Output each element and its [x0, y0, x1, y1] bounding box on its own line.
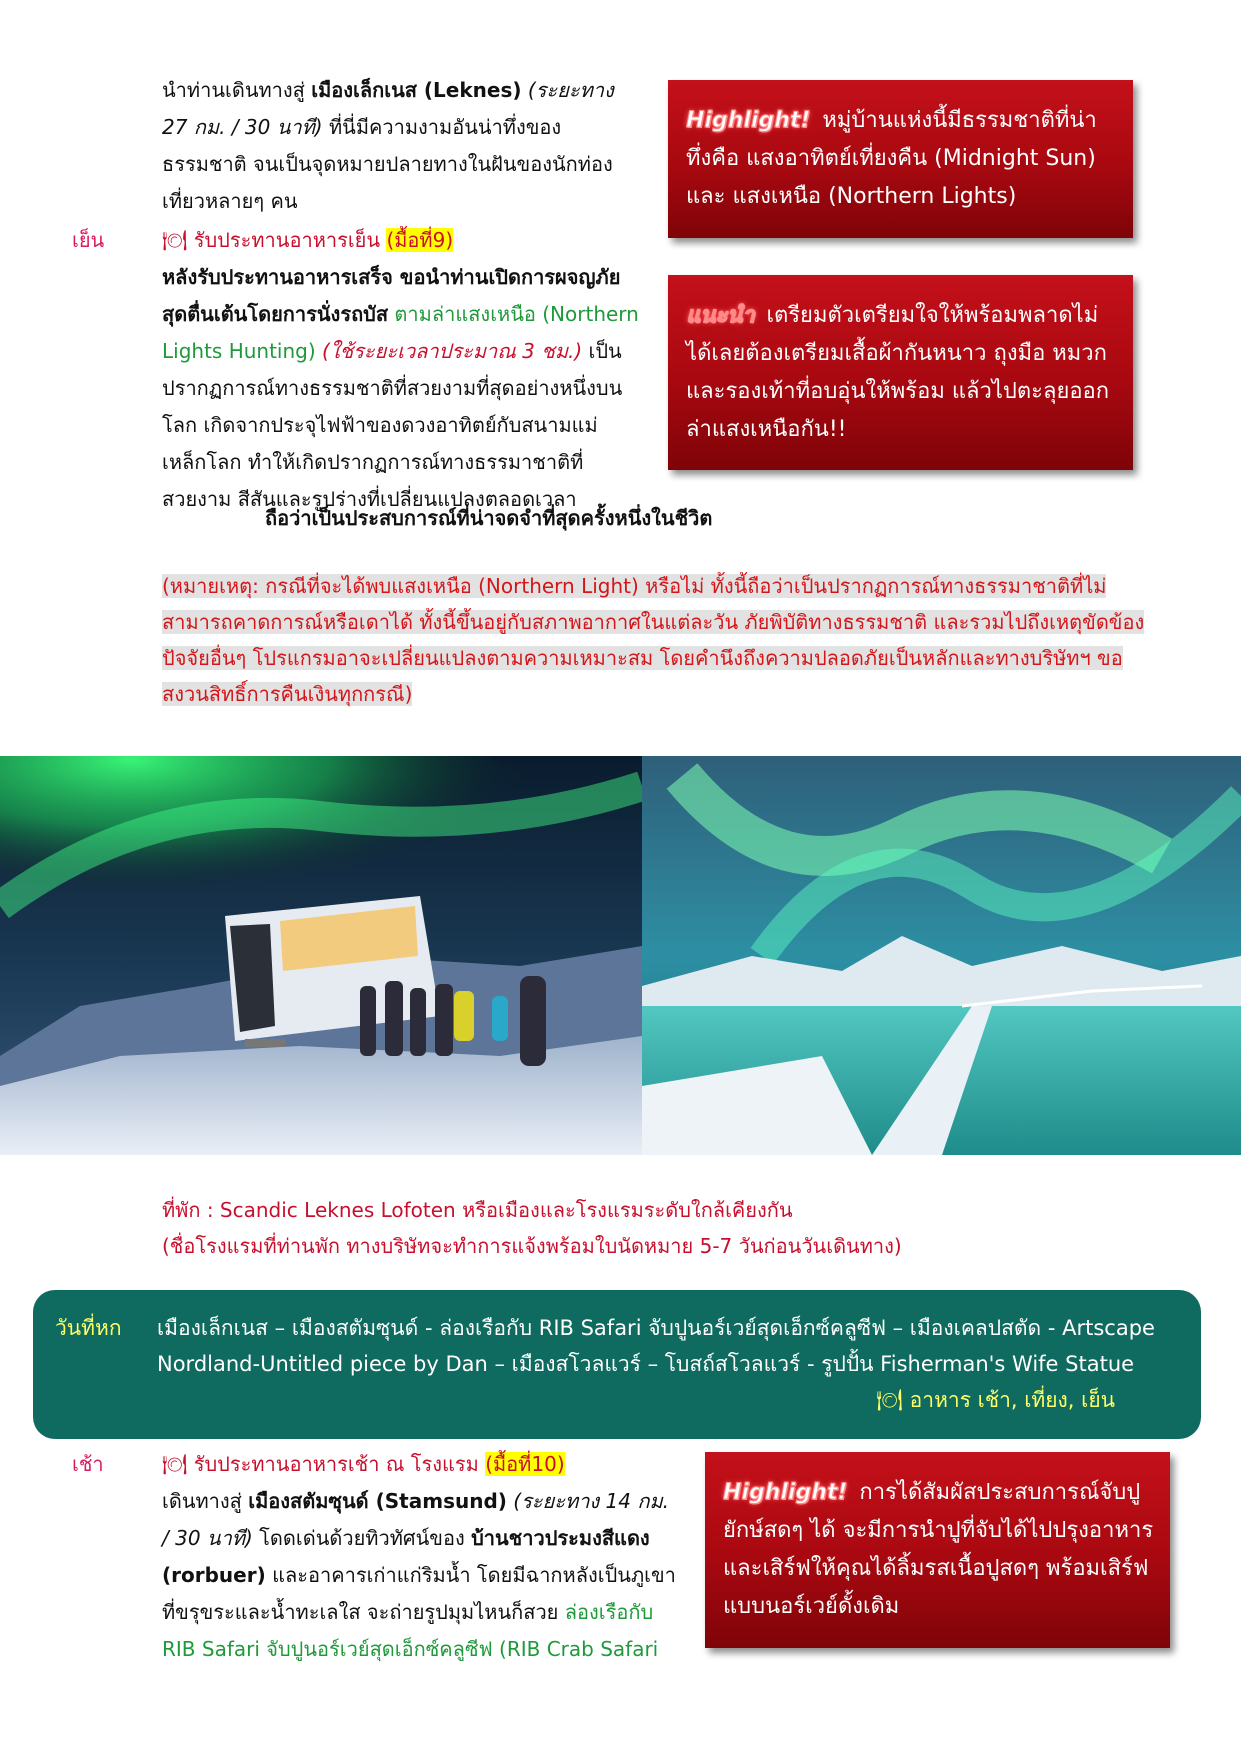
meal-icon: 🍽 [162, 1452, 188, 1476]
day-meals: 🍽 อาหาร เช้า, เที่ยง, เย็น [876, 1388, 1115, 1412]
day-six-header [33, 1290, 1201, 1439]
day-label: วันที่หก [55, 1316, 122, 1340]
aurora-closing-line: ถือว่าเป็นประสบการณ์ที่น่าจดจำที่สุดครั้งหนึ่งในชีวิต [265, 506, 713, 530]
breakfast-line: 🍽 รับประทานอาหารเช้า ณ โรงแรม (มื้อที่10) [162, 1452, 565, 1476]
time-label-morning: เช้า [72, 1452, 104, 1476]
tip-badge: แนะนำ [686, 303, 755, 328]
dinner-line: 🍽 รับประทานอาหารเย็น (มื้อที่9) [162, 228, 454, 252]
photo-aurora-bus [0, 756, 642, 1155]
aurora-bus-illustration [0, 756, 642, 1155]
highlight-badge: Highlight! [686, 108, 811, 133]
hotel-line-2: (ชื่อโรงแรมที่ท่านพัก ทางบริษัทจะทำการแจ้งพร้อมใบนัดหมาย 5-7 วันก่อนวันเดินทาง) [162, 1234, 902, 1258]
time-label-evening: เย็น [72, 228, 105, 252]
highlight-badge: Highlight! [723, 1480, 848, 1505]
day-route: เมืองเล็กเนส – เมืองสตัมซุนด์ - ล่องเรือกับ RIB Safari จับปูนอร์เวย์สุดเอ็กซ์คลูซีฟ – เมืองเคลปสตัด - Artscape Nordland-Untitled piece by Dan – เมืองสโวลแวร์ – โบสถ์สโวลแวร์ - รูปปั้น Fisherman's Wife Statue [157, 1316, 1155, 1376]
hotel-line-1: ที่พัก : Scandic Leknes Lofoten หรือเมืองและโรงแรมระดับใกล้เคียงกัน [162, 1198, 793, 1222]
stamsund-paragraph: เดินทางสู่ เมืองสตัมซุนด์ (Stamsund) (ระยะทาง 14 กม. / 30 นาที) โดดเด่นด้วยทิวทัศน์ของ บ้านชาวประมงสีแดง (rorbuer) และอาคารเก่าแก่ริมน้ำ โดยมีฉากหลังเป็นภูเขาที่ขรุขระและน้ำทะเลใส จะถ่ายรูปมุมไหนก็สวย ล่องเรือกับ RIB Safari จับปูนอร์เวย์สุดเอ็กซ์คลูซีฟ (RIB Crab Safari [162, 1489, 676, 1661]
meal-icon: 🍽 [876, 1388, 903, 1412]
photo-aurora-road [642, 756, 1241, 1155]
meal-tag: (มื้อที่9) [386, 228, 454, 252]
aurora-road-illustration [642, 756, 1241, 1155]
meal-tag: (มื้อที่10) [485, 1452, 565, 1476]
highlight-callout-crab: Highlight! การได้สัมผัสประสบการณ์จับปูยักษ์สดๆ ได้ จะมีการนำปูที่จับได้ไปปรุงอาหารและเสิร์ฟให้คุณได้ลิ้มรสเนื้อปูสดๆ พร้อมเสิร์ฟแบบนอร์เวย์ดั้งเดิม [705, 1452, 1170, 1648]
aurora-disclaimer-note: (หมายเหตุ: กรณีที่จะได้พบแสงเหนือ (Northern Light) หรือไม่ ทั้งนี้ถือว่าเป็นปรากฏการณ์ทางธรรมาชาติที่ไม่สามารถคาดการณ์หรือเดาได้ ทั้งนี้ขึ้นอยู่กับสภาพอากาศในแต่ละวัน ภัยพิบัติทางธรรมชาติ และรวมไปถึงเหตุขัดข้องปัจจัยอื่นๆ โปรแกรมอาจะเปลี่ยนแปลงตามความเหมาะสม โดยคำนึงถึงความปลอดภัยเป็นหลักและทางบริษัทฯ ขอสงวนสิทธิ์การคืนเงินทุกกรณี) [162, 574, 1145, 706]
tip-callout-clothing: แนะนำ เตรียมตัวเตรียมใจให้พร้อมพลาดไม่ได้เลยต้องเตรียมเสื้อผ้ากันหนาว ถุงมือ หมวก และรองเท้าที่อบอุ่นให้พร้อม แล้วไปตะลุยออกล่าแสงเหนือกัน!! [668, 275, 1133, 470]
meal-icon: 🍽 [162, 228, 188, 252]
aurora-paragraph: หลังรับประทานอาหารเสร็จ ขอนำท่านเปิดการผจญภัยสุดตื่นเต้นโดยการนั่งรถบัส ตามล่าแสงเหนือ (Northern Lights Hunting) (ใช้ระยะเวลาประมาณ 3 ชม.) เป็นปรากฏการณ์ทางธรรมชาติที่สวยงามที่สุดอย่างหนึ่งบนโลก เกิดจากประจุไฟฟ้าของดวงอาทิตย์กับสนามแม่เหล็กโลก ทำให้เกิดปรากฏการณ์ทางธรรมาชาติที่สวยงาม สีสันและรูปร่างที่เปลี่ยนแปลงตลอดเวลา [162, 265, 639, 511]
highlight-callout-village: Highlight! หมู่บ้านแห่งนี้มีธรรมชาติที่น่าทึ่งคือ แสงอาทิตย์เที่ยงคืน (Midnight Sun) และ แสงเหนือ (Northern Lights) [668, 80, 1133, 238]
intro-paragraph: นำท่านเดินทางสู่ เมืองเล็กเนส (Leknes) (ระยะทาง 27 กม. / 30 นาที) ที่นี่มีความงามอันน่าทึ่งของธรรมชาติ จนเป็นจุดหมายปลายทางในฝันของนักท่องเที่ยวหลายๆ คน [162, 78, 614, 213]
